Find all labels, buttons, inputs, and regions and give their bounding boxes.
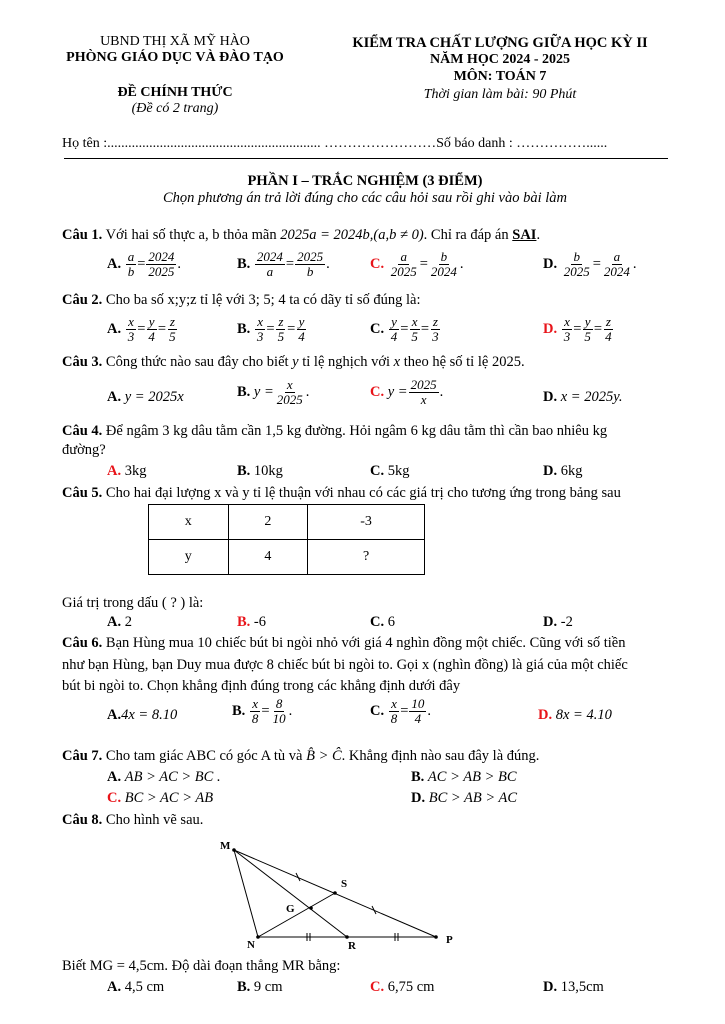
table-row (149, 505, 425, 540)
numerator: a (127, 249, 135, 264)
point-g (309, 906, 313, 910)
expression: y = 2025x (124, 389, 184, 405)
q1-option-d[interactable]: D. $\frac{b}{2025}$ = $\frac{a}{2024}$ . (543, 249, 637, 280)
expression: 4x = 8.10 (121, 707, 178, 723)
option-label: A. (107, 321, 122, 338)
q1-option-b[interactable]: B. $\frac{2024}{a}$ = $\frac{2025}{b}$ . (237, 249, 330, 280)
triangle-figure (210, 835, 470, 955)
fraction (409, 315, 420, 345)
duration: Thời gian làm bài: 90 Phút (423, 87, 577, 102)
question-6 (62, 635, 625, 652)
q3-option-a[interactable] (107, 389, 184, 406)
expression: BC > AB > AC (428, 790, 518, 806)
q1-option-a[interactable]: A. $\frac{a}{b}$ = $\frac{2024}{2025}$ . (107, 249, 182, 280)
denominator: 8 (251, 711, 259, 727)
q3-option-c[interactable] (370, 378, 443, 408)
q7-label: Câu 7. (62, 748, 103, 764)
question-5 (62, 485, 621, 502)
q7-option-c[interactable] (107, 790, 213, 807)
q8-option-c[interactable] (370, 979, 434, 996)
expression: 8x = 4.10 (555, 707, 612, 723)
option-label: B. (237, 384, 251, 401)
denominator: 5 (411, 329, 418, 345)
option-label: B. (237, 614, 251, 630)
q2-option-d[interactable]: D. $\frac{x}{3}$ = $\frac{y}{5}$ = $\frac{z}{4}$ (543, 314, 612, 345)
q1-option-c[interactable]: C. $\frac{a}{2025}$ = $\frac{b}{2024}$ . (370, 249, 464, 280)
option-value: 6 (384, 614, 395, 630)
q8-option-a[interactable] (107, 979, 164, 996)
option-label: C. (107, 790, 122, 806)
q3-var-y: y (292, 354, 299, 370)
question-1 (62, 227, 540, 244)
option-label: A. (107, 389, 122, 405)
q1-label: Câu 1. (62, 227, 103, 243)
denominator: 4 (298, 329, 305, 345)
numerator: x (391, 696, 397, 711)
fraction (146, 250, 176, 280)
q7-option-d[interactable] (411, 790, 517, 807)
option-label: B. (232, 703, 246, 720)
end-mark: . (177, 256, 182, 273)
option-value: 9 cm (250, 979, 283, 995)
denominator: 8 (390, 711, 398, 727)
end-mark: . (632, 256, 637, 273)
option-value: 13,5cm (557, 979, 604, 995)
denominator: 3 (563, 329, 571, 345)
option-label: D. (538, 707, 553, 723)
expression: BC > AC > AB (124, 790, 214, 806)
numerator: 2024 (148, 249, 175, 264)
denominator: 3 (127, 329, 135, 345)
subject: MÔN: TOÁN 7 (453, 69, 547, 84)
fraction (296, 315, 307, 345)
option-label: D. (543, 979, 558, 995)
expression: x = 2025y. (560, 389, 623, 405)
q5-text: Cho hai đại lượng x và y tỉ lệ thuận với nhau có các giá trị cho tương ứng trong bảng sau (102, 485, 621, 501)
numerator: z (432, 314, 438, 329)
q4-option-d[interactable] (543, 463, 582, 480)
fraction (255, 250, 285, 280)
denominator: 2024 (603, 264, 630, 280)
q5-option-b[interactable] (237, 614, 266, 631)
q8-option-d[interactable] (543, 979, 604, 996)
q1-text: Với hai số thực a, b thỏa mãn (102, 227, 281, 243)
option-label: D. (411, 790, 426, 806)
question-7 (62, 748, 539, 765)
fraction (409, 378, 439, 408)
school-year: NĂM HỌC 2024 - 2025 (430, 52, 570, 67)
exam-title: KIỂM TRA CHẤT LƯỢNG GIỮA HỌC KỲ II (352, 35, 648, 51)
end-mark: . (439, 384, 444, 401)
q6-label: Câu 6. (62, 635, 103, 651)
name-label: Họ tên : (62, 136, 108, 151)
option-label: A. (107, 614, 122, 630)
fraction (429, 250, 459, 280)
lhs: y = (387, 384, 408, 401)
numerator: y (584, 314, 591, 329)
point-n (256, 935, 260, 939)
id-dots: ……………...... (516, 136, 608, 151)
option-label: A. (107, 463, 122, 479)
fraction (167, 315, 178, 345)
option-label: D. (543, 256, 558, 273)
point-s (333, 891, 337, 895)
option-value: 3kg (121, 463, 147, 479)
fraction (255, 315, 266, 345)
q8-label: Câu 8. (62, 812, 103, 828)
fraction (389, 315, 400, 345)
end-mark: . (326, 256, 330, 273)
q2-option-b[interactable]: B. $\frac{x}{3}$ = $\frac{z}{5}$ = $\frac{y}{4}$ (237, 314, 305, 345)
q7-tail: . Khẳng định nào sau đây là đúng. (341, 748, 540, 764)
table-cell: y (149, 540, 229, 575)
fraction (409, 697, 426, 727)
option-label: A. (107, 707, 122, 723)
median-ns (258, 893, 335, 937)
end-mark: . (427, 703, 432, 720)
fraction (430, 315, 441, 345)
q2-option-a[interactable]: A. $\frac{x}{3}$ = $\frac{y}{4}$ = $\frac{z}{5}$ (107, 314, 176, 345)
denominator: 4 (148, 329, 155, 345)
fraction (582, 315, 593, 345)
q5-option-d[interactable] (543, 614, 573, 631)
denominator: 4 (390, 329, 398, 345)
label-n: N (247, 939, 255, 951)
q3-text: Công thức nào sau đây cho biết (102, 354, 293, 370)
option-value: 10kg (250, 463, 283, 479)
option-label: A. (107, 256, 122, 273)
q3-option-b[interactable] (237, 378, 309, 408)
point-m (232, 848, 236, 852)
label-g: G (286, 903, 295, 915)
q5-option-a[interactable] (107, 614, 132, 631)
header-divider (64, 158, 668, 159)
numerator: 2025 (410, 377, 437, 392)
q1-keyword: SAI (512, 227, 537, 243)
fraction (602, 250, 632, 280)
option-label: C. (370, 979, 385, 995)
question-6-line3: bút bi ngòi to. Chọn khẳng định đúng trong các khẳng định dưới đây (62, 678, 461, 694)
fraction (603, 315, 614, 345)
fraction (389, 697, 400, 727)
option-label: B. (237, 256, 251, 273)
q2-option-c[interactable]: C. $\frac{y}{4}$ = $\frac{x}{5}$ = $\frac{z}{3}$ (370, 314, 439, 345)
question-2 (62, 292, 420, 309)
option-label: C. (370, 384, 385, 401)
proportion-table (148, 504, 425, 575)
lhs: y = (253, 384, 274, 401)
numerator: x (252, 696, 259, 711)
fraction (276, 315, 287, 345)
q5-option-c[interactable] (370, 614, 395, 631)
numerator: z (605, 314, 611, 329)
option-label: D. (543, 463, 558, 479)
end-mark: . (459, 256, 464, 273)
q2-label: Câu 2. (62, 292, 103, 308)
fraction (562, 315, 573, 345)
denominator: b (306, 264, 314, 280)
denominator: 4 (605, 329, 612, 345)
segment-mn (234, 850, 258, 937)
denominator: 2025 (390, 264, 417, 280)
q2-text: Cho ba số x;y;z tỉ lệ với 3; 5; 4 ta có dãy tỉ số đúng là: (102, 292, 421, 308)
end-mark: . (288, 703, 293, 720)
option-value: 5kg (384, 463, 410, 479)
label-m: M (220, 840, 231, 852)
numerator: 2025 (297, 249, 324, 264)
header-pages: (Đề có 2 trang) (131, 101, 219, 116)
expression: AB > AC > BC . (124, 769, 221, 785)
q8-given: Biết MG = 4,5cm. Độ dài đoạn thẳng MR bằng: (62, 958, 341, 974)
expression: AC > AB > BC (427, 769, 517, 785)
q5-prompt: Giá trị trong dấu ( ? ) là: (62, 595, 204, 611)
numerator: y (298, 314, 305, 329)
header-official: ĐỀ CHÍNH THỨC (117, 85, 233, 100)
denominator: 10 (272, 711, 286, 727)
q8-option-b[interactable] (237, 979, 283, 996)
end-mark: . (305, 384, 310, 401)
q4-option-a[interactable] (107, 463, 146, 480)
fraction (275, 378, 305, 408)
numerator: a (400, 249, 407, 264)
q1-condition: 2025a = 2024b,(a,b ≠ 0) (280, 227, 424, 243)
numerator: b (440, 249, 448, 264)
table-cell: -3 (308, 505, 425, 540)
option-value: -2 (557, 614, 573, 630)
q7-option-b[interactable] (411, 769, 517, 786)
q6-option-d[interactable] (538, 707, 612, 724)
option-label: C. (370, 614, 385, 630)
q4-label: Câu 4. (62, 423, 103, 439)
denominator: 3 (432, 329, 439, 345)
fraction (562, 250, 592, 280)
section-instruction: Chọn phương án trả lời đúng cho các câu hỏi sau rồi ghi vào bài làm (163, 190, 567, 206)
option-label: C. (370, 256, 385, 273)
option-label: B. (237, 321, 251, 338)
option-label: B. (237, 979, 251, 995)
q3-var-x: x (393, 354, 401, 370)
denominator: 5 (169, 329, 176, 345)
fraction (126, 250, 137, 280)
header-authority: UBND THỊ XÃ MỸ HÀO (100, 34, 250, 49)
denominator: 5 (584, 329, 591, 345)
section-title: PHẦN I – TRẮC NGHIỆM (3 ĐIỂM) (247, 173, 483, 189)
q4-text: Để ngâm 3 kg dâu tằm cần 1,5 kg đường. Hỏi ngâm 6 kg dâu tằm thì cần bao nhiêu kg (102, 423, 608, 439)
fraction (146, 315, 157, 345)
q6-text: Bạn Hùng mua 10 chiếc bút bi ngòi nhỏ với giá 4 nghìn đồng một chiếc. Cũng với số tiền (102, 635, 626, 651)
fraction (271, 697, 288, 727)
numerator: x (286, 377, 293, 392)
q3-coefficient: 2025 (491, 354, 521, 370)
median-mr (234, 850, 347, 937)
label-r: R (348, 940, 356, 952)
header-department: PHÒNG GIÁO DỤC VÀ ĐÀO TẠO (66, 50, 284, 65)
denominator: 3 (256, 329, 264, 345)
denominator: 2025 (148, 264, 175, 280)
table-row (149, 540, 425, 575)
option-label: C. (370, 321, 385, 338)
option-value: 6kg (557, 463, 583, 479)
q6-option-c[interactable]: C. $\frac{x}{8}$ = $\frac{10}{4}$ . (370, 696, 432, 727)
table-cell: 2 (228, 505, 308, 540)
fraction (389, 250, 419, 280)
q3-option-d[interactable] (543, 389, 622, 406)
option-value: 6,75 cm (384, 979, 435, 995)
question-4 (62, 423, 607, 440)
option-label: D. (543, 614, 558, 630)
q4-option-b[interactable] (237, 463, 283, 480)
fraction (295, 250, 325, 280)
q4-option-c[interactable] (370, 463, 409, 480)
fraction (250, 697, 261, 727)
numerator: a (613, 249, 621, 264)
question-8 (62, 812, 203, 829)
numerator: b (573, 249, 580, 264)
denominator: 4 (414, 711, 422, 727)
fraction (126, 315, 137, 345)
option-label: C. (370, 703, 385, 720)
label-p: P (446, 934, 453, 946)
option-label: A. (107, 979, 122, 995)
option-label: A. (107, 769, 122, 785)
denominator: 2025 (563, 264, 590, 280)
option-label: C. (370, 463, 385, 479)
option-label: B. (237, 463, 251, 479)
label-s: S (341, 878, 348, 890)
q5-label: Câu 5. (62, 485, 103, 501)
denominator: 5 (277, 329, 285, 345)
numerator: y (391, 314, 397, 329)
name-dots: ............................................................. …………………… (107, 136, 437, 151)
denominator: 2024 (430, 264, 457, 280)
option-label: D. (543, 321, 558, 338)
numerator: 8 (275, 696, 283, 711)
numerator: 2024 (256, 249, 283, 264)
id-label: Số báo danh : (436, 136, 513, 151)
denominator: a (266, 264, 274, 280)
q7-condition: B̂ > Ĉ (306, 748, 342, 764)
student-info-line (62, 136, 607, 152)
numerator: y (148, 314, 155, 329)
denominator: 2025 (276, 392, 303, 408)
question-3 (62, 354, 525, 371)
q1-end: . (536, 227, 541, 243)
end-mark: . (520, 354, 525, 370)
numerator: x (257, 314, 264, 329)
option-label: B. (411, 769, 425, 785)
numerator: 10 (411, 696, 425, 711)
q6-option-a[interactable] (107, 707, 177, 724)
numerator: x (128, 314, 134, 329)
table-cell: ? (308, 540, 425, 575)
q3-text: theo hệ số tỉ lệ (400, 354, 492, 370)
numerator: z (169, 314, 175, 329)
point-r (345, 935, 349, 939)
option-label: D. (543, 389, 558, 405)
table-cell: 4 (228, 540, 308, 575)
denominator: x (420, 392, 427, 408)
q7-option-a[interactable] (107, 769, 221, 786)
q3-text: tỉ lệ nghịch với (298, 354, 394, 370)
point-p (434, 935, 438, 939)
q7-text: Cho tam giác ABC có góc A tù và (102, 748, 307, 764)
question-4-cont: đường? (62, 442, 106, 458)
option-value: 4,5 cm (121, 979, 165, 995)
q3-label: Câu 3. (62, 354, 103, 370)
q8-text: Cho hình vẽ sau. (102, 812, 204, 828)
numerator: x (411, 314, 418, 329)
table-cell: x (149, 505, 229, 540)
option-value: 2 (121, 614, 132, 630)
denominator: b (127, 264, 135, 280)
numerator: x (564, 314, 570, 329)
numerator: z (278, 314, 284, 329)
option-value: -6 (250, 614, 267, 630)
q6-option-b[interactable]: B. $\frac{x}{8}$ = $\frac{8}{10}$ . (232, 696, 293, 727)
q1-tail: . Chỉ ra đáp án (423, 227, 513, 243)
question-6-line2: như bạn Hùng, bạn Duy mua được 8 chiếc bút bi ngòi to. Gọi x (nghìn đồng) là giá của một chiếc (62, 657, 628, 673)
